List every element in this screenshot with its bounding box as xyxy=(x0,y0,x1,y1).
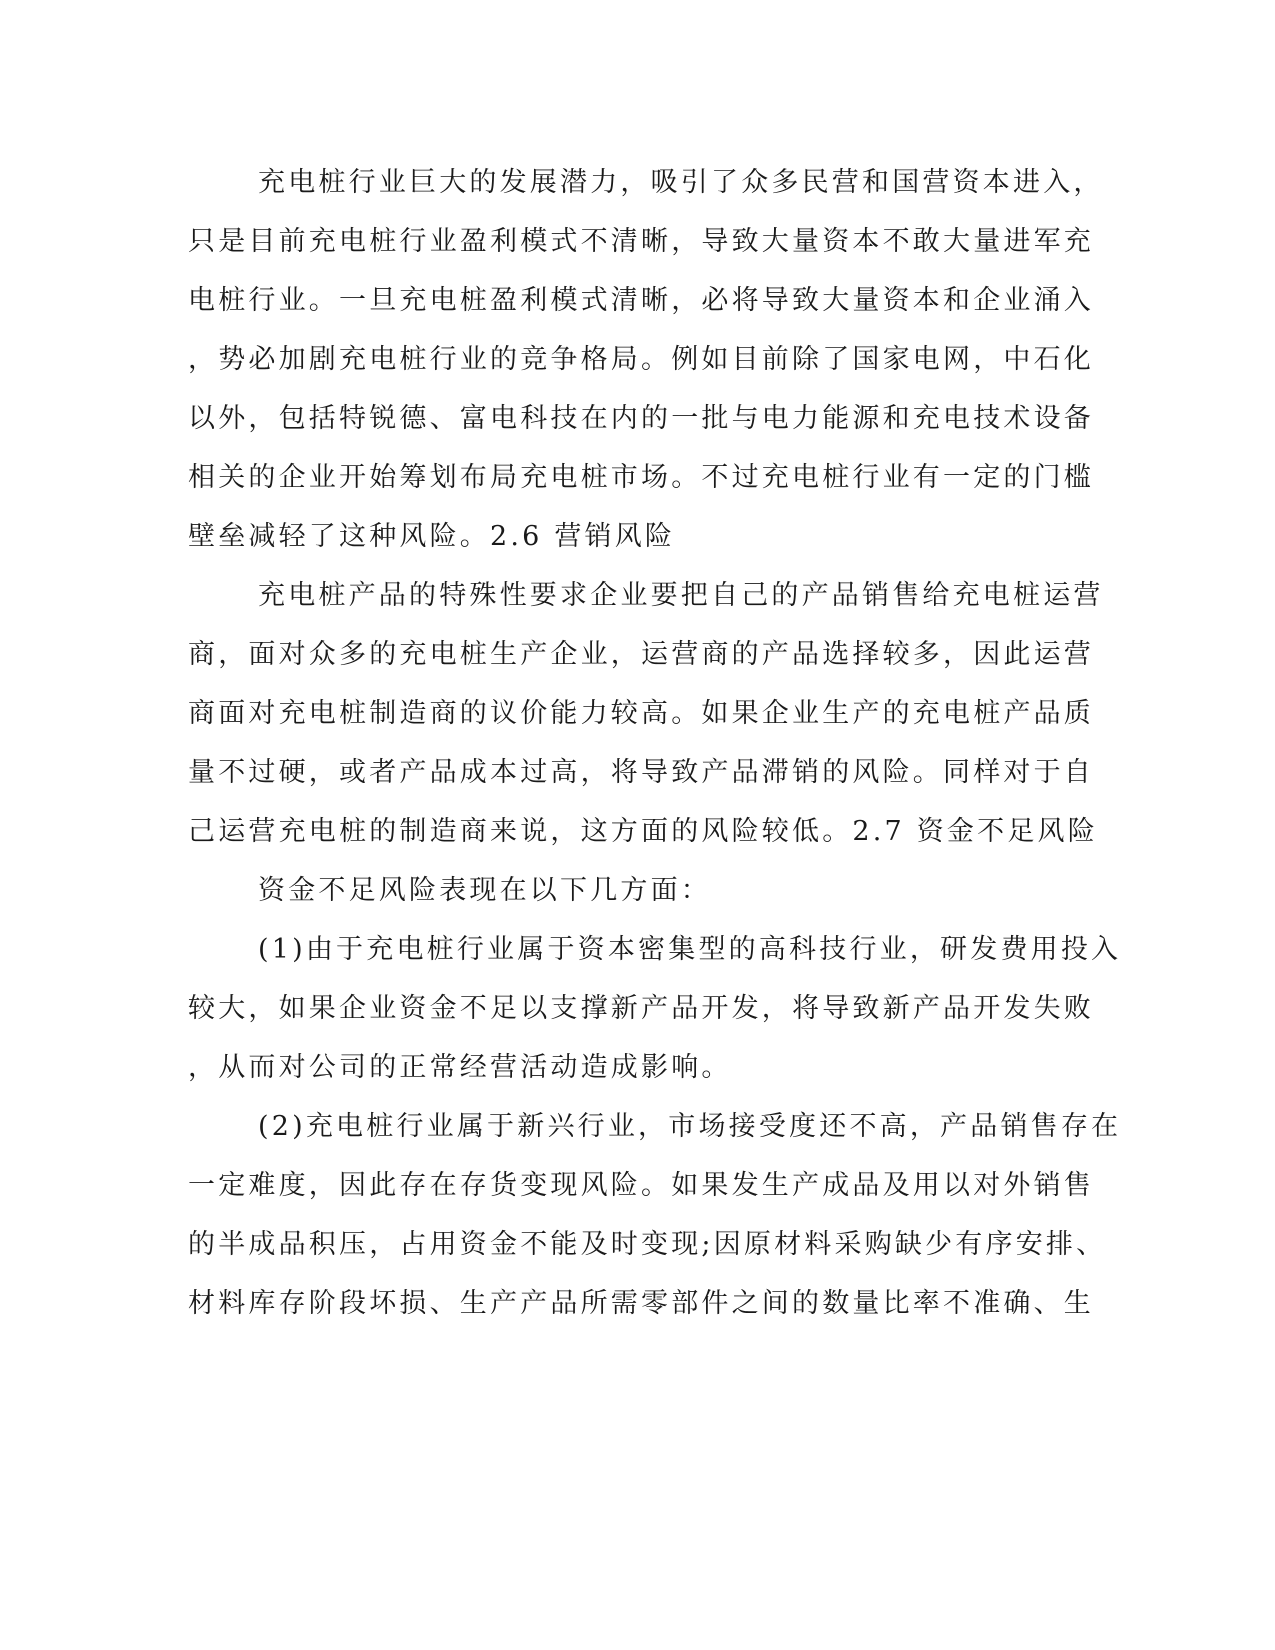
text-line: 以外，包括特锐德、富电科技在内的一批与电力能源和充电技术设备 xyxy=(188,403,1094,434)
text-line: 的半成品积压，占用资金不能及时变现;因原材料采购缺少有序安排、 xyxy=(188,1229,1107,1260)
text-line: 商面对充电桩制造商的议价能力较高。如果企业生产的充电桩产品质 xyxy=(188,698,1094,729)
text-line: 相关的企业开始筹划布局充电桩市场。不过充电桩行业有一定的门槛 xyxy=(188,462,1094,493)
text-line: 只是目前充电桩行业盈利模式不清晰，导致大量资本不敢大量进军充 xyxy=(188,226,1094,257)
text-line: (1)由于充电桩行业属于资本密集型的高科技行业，研发费用投入 xyxy=(258,934,1122,965)
text-line: ，从而对公司的正常经营活动造成影响。 xyxy=(188,1052,732,1083)
text-line: 充电桩产品的特殊性要求企业要把自己的产品销售给充电桩运营 xyxy=(258,580,1104,611)
text-line: 壁垒减轻了这种风险。2.6 营销风险 xyxy=(188,521,676,552)
text-line: 一定难度，因此存在存货变现风险。如果发生产成品及用以对外销售 xyxy=(188,1170,1094,1201)
text-line: 材料库存阶段坏损、生产产品所需零部件之间的数量比率不准确、生 xyxy=(188,1288,1094,1319)
text-line: 商，面对众多的充电桩生产企业，运营商的产品选择较多，因此运营 xyxy=(188,639,1094,670)
text-line: (2)充电桩行业属于新兴行业，市场接受度还不高，产品销售存在 xyxy=(258,1111,1122,1142)
text-line: ，势必加剧充电桩行业的竞争格局。例如目前除了国家电网，中石化 xyxy=(188,344,1094,375)
text-line: 己运营充电桩的制造商来说，这方面的风险较低。2.7 资金不足风险 xyxy=(188,816,1098,847)
text-line: 量不过硬，或者产品成本过高，将导致产品滞销的风险。同样对于自 xyxy=(188,757,1094,788)
text-line: 电桩行业。一旦充电桩盈利模式清晰，必将导致大量资本和企业涌入 xyxy=(188,285,1094,316)
text-line: 资金不足风险表现在以下几方面： xyxy=(258,875,711,906)
text-line: 较大，如果企业资金不足以支撑新产品开发，将导致新产品开发失败 xyxy=(188,993,1094,1024)
text-line: 充电桩行业巨大的发展潜力，吸引了众多民营和国营资本进入， xyxy=(258,167,1104,198)
